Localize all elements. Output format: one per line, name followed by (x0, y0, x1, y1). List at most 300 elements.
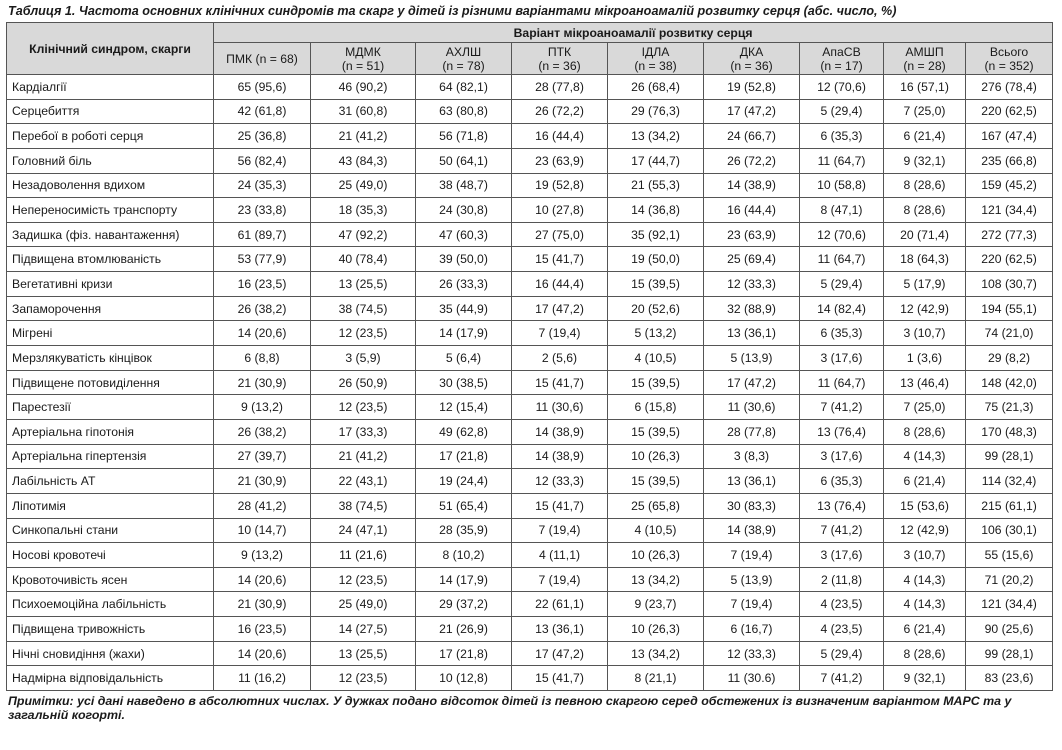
table-cell: 4 (10,5) (608, 346, 704, 371)
column-header (608, 43, 704, 75)
row-label: Ліпотимія (7, 493, 214, 518)
table-cell: 32 (88,9) (704, 296, 800, 321)
table-cell: 13 (34,2) (608, 124, 704, 149)
table-cell: 2 (11,8) (800, 567, 884, 592)
column-header-name: ІДЛА (641, 44, 670, 59)
row-label: Задишка (фіз. навантаження) (7, 222, 214, 247)
table-cell: 21 (30,9) (214, 370, 311, 395)
table-cell: 40 (78,4) (311, 247, 416, 272)
table-cell: 220 (62,5) (966, 247, 1053, 272)
table-row (7, 641, 1053, 666)
table-cell: 14 (38,9) (704, 518, 800, 543)
table-cell: 9 (13,2) (214, 395, 311, 420)
table-cell: 17 (47,2) (512, 296, 608, 321)
table-cell: 10 (58,8) (800, 173, 884, 198)
row-label: Перебої в роботі серця (7, 124, 214, 149)
table-row (7, 493, 1053, 518)
table-cell: 15 (39,5) (608, 419, 704, 444)
table-cell: 23 (63,9) (512, 148, 608, 173)
table-cell: 15 (53,6) (884, 493, 966, 518)
table-cell: 4 (11,1) (512, 543, 608, 568)
column-header-count: (n = 17) (820, 58, 863, 73)
table-cell: 10 (26,3) (608, 617, 704, 642)
table-header (7, 23, 1053, 75)
row-label: Кровоточивість ясен (7, 567, 214, 592)
table-cell: 121 (34,4) (966, 592, 1053, 617)
table-cell: 12 (33,3) (512, 469, 608, 494)
column-header (214, 43, 311, 75)
table-cell: 15 (39,5) (608, 272, 704, 297)
row-label: Лабільність АТ (7, 469, 214, 494)
table-cell: 13 (36,1) (704, 321, 800, 346)
table-cell: 14 (82,4) (800, 296, 884, 321)
table-row (7, 346, 1053, 371)
table-cell: 10 (12,8) (416, 666, 512, 691)
table-cell: 27 (39,7) (214, 444, 311, 469)
row-label: Незадоволення вдихом (7, 173, 214, 198)
table-cell: 25 (49,0) (311, 592, 416, 617)
table-row (7, 469, 1053, 494)
table-cell: 6 (21,4) (884, 469, 966, 494)
table-cell: 21 (41,2) (311, 124, 416, 149)
table-cell: 17 (47,2) (704, 370, 800, 395)
table-cell: 6 (8,8) (214, 346, 311, 371)
table-row (7, 444, 1053, 469)
table-cell: 6 (15,8) (608, 395, 704, 420)
table-cell: 99 (28,1) (966, 444, 1053, 469)
table-cell: 14 (20,6) (214, 567, 311, 592)
table-cell: 14 (20,6) (214, 321, 311, 346)
table-cell: 29 (76,3) (608, 99, 704, 124)
table-cell: 28 (77,8) (512, 75, 608, 100)
table-cell: 12 (42,9) (884, 518, 966, 543)
table-cell: 3 (17,6) (800, 543, 884, 568)
table-caption: Таблиця 1. Частота основних клінічних синдромів та скарг у дітей із різними варіантами мікроаноамалій розвитку серця (абс. число, %) (8, 4, 897, 18)
table-cell: 3 (5,9) (311, 346, 416, 371)
table-cell: 15 (41,7) (512, 247, 608, 272)
table-cell: 26 (33,3) (416, 272, 512, 297)
table-cell: 7 (19,4) (704, 543, 800, 568)
row-label: Непереносимість транспорту (7, 198, 214, 223)
header-group-title: Варіант мікроаноамалії розвитку серця (214, 23, 1053, 43)
table-cell: 12 (23,5) (311, 666, 416, 691)
table-cell: 7 (41,2) (800, 518, 884, 543)
table-cell: 13 (36,1) (704, 469, 800, 494)
table-cell: 6 (21,4) (884, 617, 966, 642)
table-cell: 71 (20,2) (966, 567, 1053, 592)
table-cell: 8 (21,1) (608, 666, 704, 691)
table-row (7, 148, 1053, 173)
table-cell: 17 (33,3) (311, 419, 416, 444)
table-cell: 4 (23,5) (800, 617, 884, 642)
table-cell: 64 (82,1) (416, 75, 512, 100)
table-cell: 49 (62,8) (416, 419, 512, 444)
table-cell: 15 (41,7) (512, 666, 608, 691)
table-cell: 12 (23,5) (311, 567, 416, 592)
table-cell: 17 (47,2) (512, 641, 608, 666)
table-cell: 47 (60,3) (416, 222, 512, 247)
column-header-name: АпаСВ (822, 44, 861, 59)
table-row (7, 173, 1053, 198)
table-cell: 12 (33,3) (704, 272, 800, 297)
table-cell: 15 (39,5) (608, 370, 704, 395)
table-cell: 21 (30,9) (214, 592, 311, 617)
table-cell: 14 (17,9) (416, 567, 512, 592)
table-cell: 14 (38,9) (704, 173, 800, 198)
table-cell: 3 (10,7) (884, 321, 966, 346)
column-header-count: (n = 38) (634, 58, 677, 73)
column-header-count: (n = 352) (984, 58, 1034, 73)
table-cell: 25 (49,0) (311, 173, 416, 198)
table-cell: 3 (8,3) (704, 444, 800, 469)
column-header-name: ДКА (739, 44, 764, 59)
column-header (512, 43, 608, 75)
table-notes: Примітки: усі дані наведено в абсолютних числах. У дужках подано відсоток дітей із певною скаргою серед обстежених із визначеним варіантом МАРС та у загальній когорті. (8, 694, 1012, 723)
table-cell: 12 (33,3) (704, 641, 800, 666)
column-header-count: (n = 36) (730, 58, 773, 73)
table-cell: 8 (47,1) (800, 198, 884, 223)
table-cell: 75 (21,3) (966, 395, 1053, 420)
table-cell: 42 (61,8) (214, 99, 311, 124)
table-cell: 38 (74,5) (311, 493, 416, 518)
table-cell: 6 (35,3) (800, 469, 884, 494)
table-cell: 30 (38,5) (416, 370, 512, 395)
table-cell: 43 (84,3) (311, 148, 416, 173)
table-cell: 24 (35,3) (214, 173, 311, 198)
row-label: Синкопальні стани (7, 518, 214, 543)
table-cell: 50 (64,1) (416, 148, 512, 173)
table-body (7, 75, 1053, 691)
row-label: Запаморочення (7, 296, 214, 321)
table-cell: 12 (70,6) (800, 75, 884, 100)
table-cell: 19 (52,8) (512, 173, 608, 198)
row-label: Носові кровотечі (7, 543, 214, 568)
table-cell: 10 (26,3) (608, 444, 704, 469)
table-cell: 18 (64,3) (884, 247, 966, 272)
table-cell: 26 (72,2) (512, 99, 608, 124)
table-cell: 16 (44,4) (512, 272, 608, 297)
table-row (7, 370, 1053, 395)
table-cell: 55 (15,6) (966, 543, 1053, 568)
table-cell: 21 (41,2) (311, 444, 416, 469)
table-cell: 170 (48,3) (966, 419, 1053, 444)
row-label: Підвищена втомлюваність (7, 247, 214, 272)
table-cell: 56 (82,4) (214, 148, 311, 173)
row-label: Мерзлякуватість кінцівок (7, 346, 214, 371)
table-cell: 5 (13,9) (704, 346, 800, 371)
table-cell: 46 (90,2) (311, 75, 416, 100)
table-cell: 21 (55,3) (608, 173, 704, 198)
table-cell: 13 (46,4) (884, 370, 966, 395)
table-cell: 14 (38,9) (512, 444, 608, 469)
header-row-group (7, 23, 1053, 43)
table-cell: 24 (66,7) (704, 124, 800, 149)
table-cell: 14 (20,6) (214, 641, 311, 666)
table-cell: 3 (17,6) (800, 346, 884, 371)
table-cell: 30 (83,3) (704, 493, 800, 518)
table-cell: 13 (76,4) (800, 419, 884, 444)
table-row (7, 567, 1053, 592)
table-cell: 4 (23,5) (800, 592, 884, 617)
table-cell: 7 (19,4) (512, 567, 608, 592)
row-label: Артеріальна гіпотонія (7, 419, 214, 444)
table-cell: 194 (55,1) (966, 296, 1053, 321)
table-cell: 65 (95,6) (214, 75, 311, 100)
table-cell: 6 (35,3) (800, 124, 884, 149)
table-cell: 13 (76,4) (800, 493, 884, 518)
table-cell: 106 (30,1) (966, 518, 1053, 543)
table-cell: 7 (25,0) (884, 395, 966, 420)
table-cell: 38 (48,7) (416, 173, 512, 198)
table-cell: 21 (26,9) (416, 617, 512, 642)
table-cell: 3 (10,7) (884, 543, 966, 568)
column-header-count: (n = 51) (341, 58, 385, 73)
table-cell: 99 (28,1) (966, 641, 1053, 666)
row-label: Психоемоційна лабільність (7, 592, 214, 617)
table-cell: 28 (77,8) (704, 419, 800, 444)
table-cell: 9 (32,1) (884, 148, 966, 173)
table-cell: 13 (34,2) (608, 567, 704, 592)
column-header-name: ПМК (n = 68) (226, 51, 298, 66)
table-cell: 272 (77,3) (966, 222, 1053, 247)
row-label: Надмірна відповідальність (7, 666, 214, 691)
table-cell: 5 (29,4) (800, 272, 884, 297)
table-cell: 2 (5,6) (512, 346, 608, 371)
table-cell: 4 (14,3) (884, 444, 966, 469)
table-cell: 39 (50,0) (416, 247, 512, 272)
table-cell: 23 (63,9) (704, 222, 800, 247)
table-cell: 276 (78,4) (966, 75, 1053, 100)
table-cell: 22 (43,1) (311, 469, 416, 494)
table-cell: 38 (74,5) (311, 296, 416, 321)
table-cell: 29 (37,2) (416, 592, 512, 617)
row-label: Кардіалгії (7, 75, 214, 100)
table-cell: 90 (25,6) (966, 617, 1053, 642)
table-cell: 26 (68,4) (608, 75, 704, 100)
table-cell: 235 (66,8) (966, 148, 1053, 173)
table-row (7, 543, 1053, 568)
column-header-name: МДМК (345, 44, 381, 59)
table-cell: 4 (10,5) (608, 518, 704, 543)
table-row (7, 395, 1053, 420)
row-label: Артеріальна гіпертензія (7, 444, 214, 469)
row-label: Підвищена тривожність (7, 617, 214, 642)
table-cell: 26 (38,2) (214, 419, 311, 444)
table-row (7, 124, 1053, 149)
table-cell: 108 (30,7) (966, 272, 1053, 297)
table-cell: 24 (30,8) (416, 198, 512, 223)
table-cell: 23 (33,8) (214, 198, 311, 223)
table-cell: 5 (17,9) (884, 272, 966, 297)
table-cell: 51 (65,4) (416, 493, 512, 518)
table-cell: 13 (25,5) (311, 641, 416, 666)
table-cell: 22 (61,1) (512, 592, 608, 617)
table-cell: 26 (38,2) (214, 296, 311, 321)
table-cell: 35 (44,9) (416, 296, 512, 321)
column-header-name: ПТК (547, 44, 572, 59)
table-cell: 11 (64,7) (800, 148, 884, 173)
table-cell: 3 (17,6) (800, 444, 884, 469)
table-row (7, 617, 1053, 642)
table-cell: 220 (62,5) (966, 99, 1053, 124)
table-row (7, 419, 1053, 444)
table-cell: 15 (39,5) (608, 469, 704, 494)
table-cell: 19 (52,8) (704, 75, 800, 100)
table-cell: 74 (21,0) (966, 321, 1053, 346)
table-cell: 15 (41,7) (512, 493, 608, 518)
table-cell: 16 (44,4) (512, 124, 608, 149)
table-cell: 16 (23,5) (214, 272, 311, 297)
table-row (7, 99, 1053, 124)
table-cell: 8 (28,6) (884, 198, 966, 223)
table-cell: 11 (30.6) (704, 666, 800, 691)
table-cell: 5 (29,4) (800, 641, 884, 666)
column-header-count: (n = 28) (903, 58, 946, 73)
table-cell: 11 (64,7) (800, 247, 884, 272)
table-cell: 4 (14,3) (884, 567, 966, 592)
table-cell: 20 (52,6) (608, 296, 704, 321)
table-cell: 12 (15,4) (416, 395, 512, 420)
table-row (7, 321, 1053, 346)
table-cell: 11 (16,2) (214, 666, 311, 691)
table-cell: 121 (34,4) (966, 198, 1053, 223)
table-cell: 24 (47,1) (311, 518, 416, 543)
table-cell: 4 (14,3) (884, 592, 966, 617)
column-header-count: (n = 36) (538, 58, 581, 73)
table-cell: 13 (25,5) (311, 272, 416, 297)
table-cell: 31 (60,8) (311, 99, 416, 124)
table-cell: 8 (10,2) (416, 543, 512, 568)
table-row (7, 198, 1053, 223)
row-label: Мігрені (7, 321, 214, 346)
table-cell: 159 (45,2) (966, 173, 1053, 198)
table-cell: 9 (23,7) (608, 592, 704, 617)
table-cell: 215 (61,1) (966, 493, 1053, 518)
table-cell: 11 (30,6) (704, 395, 800, 420)
table-cell: 14 (38,9) (512, 419, 608, 444)
column-header-name: Всього (989, 44, 1029, 59)
table-cell: 17 (44,7) (608, 148, 704, 173)
table-row (7, 518, 1053, 543)
table-cell: 61 (89,7) (214, 222, 311, 247)
table-cell: 25 (65,8) (608, 493, 704, 518)
column-header (966, 43, 1053, 75)
column-header-name: АМШП (905, 44, 944, 59)
column-header (416, 43, 512, 75)
table-cell: 6 (16,7) (704, 617, 800, 642)
table-cell: 1 (3,6) (884, 346, 966, 371)
table-cell: 13 (34,2) (608, 641, 704, 666)
column-header (704, 43, 800, 75)
row-label: Головний біль (7, 148, 214, 173)
table-cell: 53 (77,9) (214, 247, 311, 272)
row-label: Парестезії (7, 395, 214, 420)
table-cell: 5 (6,4) (416, 346, 512, 371)
table-cell: 10 (26,3) (608, 543, 704, 568)
table-cell: 5 (13,9) (704, 567, 800, 592)
row-label: Підвищене потовиділення (7, 370, 214, 395)
table-cell: 5 (13,2) (608, 321, 704, 346)
table-cell: 20 (71,4) (884, 222, 966, 247)
table-cell: 17 (47,2) (704, 99, 800, 124)
table-cell: 12 (23,5) (311, 321, 416, 346)
table-row (7, 272, 1053, 297)
table-cell: 167 (47,4) (966, 124, 1053, 149)
table-cell: 9 (13,2) (214, 543, 311, 568)
table-cell: 14 (17,9) (416, 321, 512, 346)
table-row (7, 296, 1053, 321)
table-cell: 29 (8,2) (966, 346, 1053, 371)
table-cell: 28 (41,2) (214, 493, 311, 518)
table-cell: 25 (69,4) (704, 247, 800, 272)
table-cell: 7 (41,2) (800, 395, 884, 420)
row-label: Вегетативні кризи (7, 272, 214, 297)
table-cell: 56 (71,8) (416, 124, 512, 149)
table-cell: 12 (23,5) (311, 395, 416, 420)
table-cell: 19 (24,4) (416, 469, 512, 494)
table-cell: 26 (72,2) (704, 148, 800, 173)
data-table (6, 22, 1053, 691)
column-header (884, 43, 966, 75)
table-cell: 5 (29,4) (800, 99, 884, 124)
column-header (311, 43, 416, 75)
table-cell: 6 (35,3) (800, 321, 884, 346)
table-row (7, 75, 1053, 100)
table-cell: 35 (92,1) (608, 222, 704, 247)
table-cell: 11 (21,6) (311, 543, 416, 568)
header-corner: Клінічний синдром, скарги (7, 23, 214, 75)
table-cell: 28 (35,9) (416, 518, 512, 543)
table-cell: 7 (25,0) (884, 99, 966, 124)
table-cell: 10 (27,8) (512, 198, 608, 223)
column-header-count: (n = 78) (442, 58, 485, 73)
table-cell: 7 (19,4) (512, 518, 608, 543)
table-cell: 8 (28,6) (884, 173, 966, 198)
table-row (7, 666, 1053, 691)
table-cell: 14 (36,8) (608, 198, 704, 223)
table-cell: 7 (19,4) (704, 592, 800, 617)
table-cell: 27 (75,0) (512, 222, 608, 247)
table-cell: 7 (19,4) (512, 321, 608, 346)
table-cell: 9 (32,1) (884, 666, 966, 691)
table-cell: 16 (23,5) (214, 617, 311, 642)
table-row (7, 247, 1053, 272)
table-cell: 16 (44,4) (704, 198, 800, 223)
table-cell: 148 (42,0) (966, 370, 1053, 395)
table-cell: 25 (36,8) (214, 124, 311, 149)
table-cell: 12 (70,6) (800, 222, 884, 247)
table-cell: 17 (21,8) (416, 444, 512, 469)
table-cell: 17 (21,8) (416, 641, 512, 666)
table-cell: 13 (36,1) (512, 617, 608, 642)
table-cell: 83 (23,6) (966, 666, 1053, 691)
table-cell: 7 (41,2) (800, 666, 884, 691)
table-row (7, 592, 1053, 617)
table-cell: 15 (41,7) (512, 370, 608, 395)
table-cell: 63 (80,8) (416, 99, 512, 124)
table-cell: 10 (14,7) (214, 518, 311, 543)
table-cell: 19 (50,0) (608, 247, 704, 272)
row-label: Нічні сновидіння (жахи) (7, 641, 214, 666)
table-cell: 6 (21,4) (884, 124, 966, 149)
table-cell: 11 (30,6) (512, 395, 608, 420)
table-cell: 47 (92,2) (311, 222, 416, 247)
table-cell: 21 (30,9) (214, 469, 311, 494)
table-cell: 12 (42,9) (884, 296, 966, 321)
row-label: Серцебиття (7, 99, 214, 124)
table-cell: 8 (28,6) (884, 419, 966, 444)
table-cell: 114 (32,4) (966, 469, 1053, 494)
